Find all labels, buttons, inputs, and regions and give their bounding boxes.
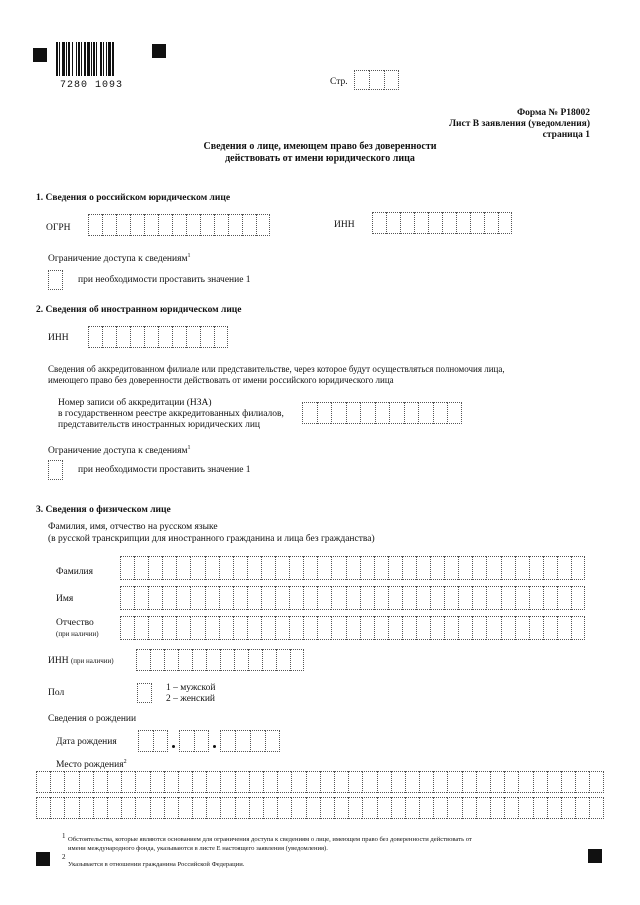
sex-option-male: 1 – мужской bbox=[166, 683, 216, 693]
birth-place-field-row1[interactable] bbox=[36, 771, 604, 793]
footnote-1-line1: Обстоятельства, которые являются основанием для ограничения доступа к сведениям о лице, имеющем право без доверенности действовать от bbox=[68, 836, 472, 843]
sex-option-female: 2 – женский bbox=[166, 694, 215, 704]
inn-label-person: ИНН (при наличии) bbox=[48, 656, 114, 666]
name-label: Имя bbox=[56, 594, 74, 604]
page-title-line2: действовать от имени юридического лица bbox=[225, 153, 415, 164]
ogrn-label: ОГРН bbox=[46, 223, 71, 233]
footnote-number-1: 1 bbox=[62, 832, 66, 840]
birth-place-field-row2[interactable] bbox=[36, 797, 604, 819]
access-restriction-hint-1: при необходимости проставить значение 1 bbox=[78, 275, 251, 285]
patronymic-note: (при наличии) bbox=[56, 630, 99, 638]
registration-marker-bottom-right bbox=[588, 849, 602, 863]
sheet-label: Лист В заявления (уведомления) bbox=[448, 119, 590, 129]
inn-field-legal[interactable] bbox=[372, 212, 512, 234]
patronymic-field[interactable] bbox=[120, 616, 585, 640]
sex-label: Пол bbox=[48, 688, 65, 698]
fio-hint-line1: Фамилия, имя, отчество на русском языке bbox=[48, 522, 218, 532]
footnote-1-line2: имени международного фонда, указываются в листе Е настоящего заявления (уведомления). bbox=[68, 845, 328, 852]
sheet-page-number: страница 1 bbox=[542, 130, 590, 140]
registration-marker-bottom-left bbox=[36, 852, 50, 866]
sex-field[interactable] bbox=[137, 683, 152, 703]
date-separator bbox=[172, 745, 175, 748]
access-restriction-field-1[interactable] bbox=[48, 270, 63, 290]
inn-field-foreign[interactable] bbox=[88, 326, 228, 348]
surname-label: Фамилия bbox=[56, 567, 94, 577]
nza-label-line3: представительств иностранных юридических лиц bbox=[58, 420, 261, 430]
branch-text-line1: Сведения об аккредитованном филиале или представительстве, через которое будут осуществляться полномочия лица, bbox=[48, 364, 505, 374]
page-title-line1: Сведения о лице, имеющем право без доверенности bbox=[203, 141, 437, 152]
date-separator bbox=[213, 745, 216, 748]
barcode bbox=[56, 42, 146, 76]
form-number: Форма № Р18002 bbox=[516, 108, 590, 118]
ogrn-field[interactable] bbox=[88, 214, 270, 236]
access-restriction-field-2[interactable] bbox=[48, 460, 63, 480]
barcode-number: 7280 1093 bbox=[60, 80, 124, 91]
birth-year-field[interactable] bbox=[220, 730, 280, 752]
birth-day-field[interactable] bbox=[138, 730, 168, 752]
inn-label-foreign: ИНН bbox=[48, 333, 69, 343]
access-restriction-label-2: Ограничение доступа к сведениям$^1$ bbox=[48, 445, 191, 457]
surname-field[interactable] bbox=[120, 556, 585, 580]
branch-text-line2: имеющего право без доверенности действовать от имени российского юридического лица bbox=[48, 375, 394, 385]
birth-date-label: Дата рождения bbox=[56, 737, 117, 747]
inn-field-person[interactable] bbox=[136, 649, 304, 671]
birth-month-field[interactable] bbox=[179, 730, 209, 752]
name-field[interactable] bbox=[120, 586, 585, 610]
registration-marker-top-left bbox=[33, 48, 47, 62]
section2-title: 2. Сведения об иностранном юридическом лице bbox=[36, 305, 242, 315]
birth-info-label: Сведения о рождении bbox=[48, 714, 137, 724]
section3-title: 3. Сведения о физическом лице bbox=[36, 505, 171, 515]
patronymic-label: Отчество bbox=[56, 618, 94, 628]
nza-label-line2: в государственном реестре аккредитованных филиалов, bbox=[58, 409, 284, 419]
page-label: Стр. bbox=[330, 77, 348, 87]
footnote-2: Указывается в отношении гражданина Российской Федерации. bbox=[68, 861, 245, 868]
nza-field[interactable] bbox=[302, 402, 462, 424]
footnote-number-2: 2 bbox=[62, 853, 66, 861]
access-restriction-label-1: Ограничение доступа к сведениям$^1$ bbox=[48, 253, 191, 265]
access-restriction-hint-2: при необходимости проставить значение 1 bbox=[78, 465, 251, 475]
page-number-field[interactable] bbox=[354, 70, 399, 90]
section1-title: 1. Сведения о российском юридическом лице bbox=[36, 193, 231, 203]
birth-place-label: Место рождения$^2$ bbox=[56, 759, 127, 771]
inn-label-legal: ИНН bbox=[334, 220, 355, 230]
nza-label-line1: Номер записи об аккредитации (НЗА) bbox=[58, 398, 212, 408]
fio-hint-line2: (в русской транскрипции для иностранного гражданина и лица без гражданства) bbox=[48, 534, 375, 544]
registration-marker-top-right bbox=[152, 44, 166, 58]
